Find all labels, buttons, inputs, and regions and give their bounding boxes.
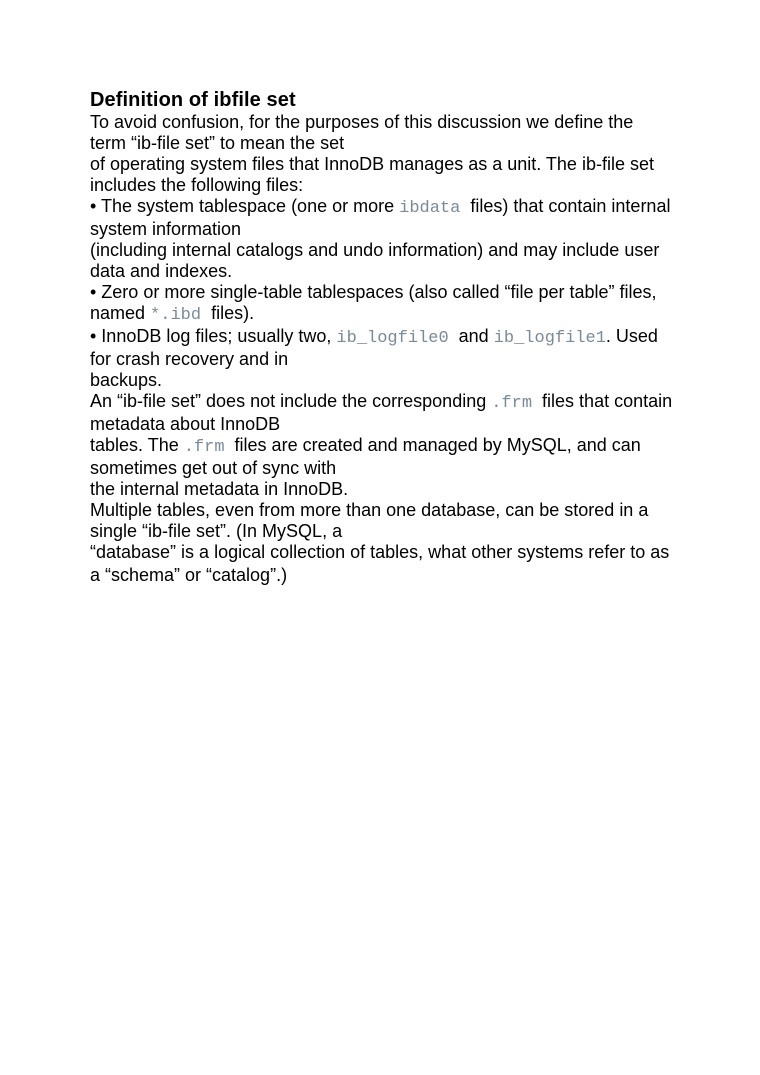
document-line (90, 391, 730, 414)
text-run: data and indexes. (90, 261, 233, 281)
text-run: • The system tablespace (one or more (90, 196, 400, 216)
document-line (90, 326, 730, 349)
document-content (90, 88, 730, 586)
inline-code: *.ibd (150, 306, 202, 325)
document-line (90, 112, 730, 133)
document-line (90, 282, 730, 303)
document-line (90, 500, 730, 521)
text-run: • InnoDB log files; usually two, (90, 326, 337, 346)
text-run: named (90, 303, 151, 323)
paragraph-lines (90, 112, 730, 586)
inline-code: .frm (183, 438, 225, 457)
text-run: sometimes get out of sync with (90, 458, 337, 478)
document-line (90, 565, 730, 586)
inline-code: .frm (491, 394, 533, 413)
document-line (90, 196, 730, 219)
document-line (90, 133, 730, 154)
text-run: metadata about InnoDB (90, 414, 281, 434)
document-line (90, 479, 730, 500)
section-heading: Definition of ibfile set (90, 89, 296, 111)
text-run: tables. The (90, 435, 184, 455)
text-run: . Used (605, 326, 658, 346)
text-run: a “schema” or “catalog”.) (90, 565, 288, 585)
inline-code: ib_logfile0 (336, 329, 449, 348)
document-line (90, 458, 730, 479)
document-line (90, 303, 730, 326)
text-run: of operating system files that InnoDB manages as a unit. The ib-file set (90, 154, 654, 174)
document-line (90, 154, 730, 175)
document-line (90, 175, 730, 196)
text-run: for crash recovery and in (90, 349, 289, 369)
text-run: system information (90, 219, 242, 239)
text-run: backups. (90, 370, 163, 390)
inline-code: ib_logfile1 (493, 329, 606, 348)
text-run: single “ib-file set”. (In MySQL, a (90, 521, 343, 541)
text-run: includes the following files: (90, 175, 304, 195)
text-run: Multiple tables, even from more than one database, can be stored in a (90, 500, 649, 520)
document-line (90, 521, 730, 542)
text-run: term “ib-file set” to mean the set (90, 133, 345, 153)
text-run: “database” is a logical collection of tables, what other systems refer to as (90, 542, 670, 562)
text-run: and (448, 326, 494, 346)
document-line (90, 542, 730, 563)
text-run: (including internal catalogs and undo information) and may include user (90, 240, 660, 260)
document-line (90, 414, 730, 435)
text-run: To avoid confusion, for the purposes of this discussion we define the (90, 112, 634, 132)
document-line (90, 240, 730, 261)
inline-code: ibdata (399, 199, 461, 218)
document-line (90, 349, 730, 370)
document-line (90, 219, 730, 240)
text-run: files) that contain internal (460, 196, 671, 216)
text-run: files). (201, 303, 255, 323)
text-run: files are created and managed by MySQL, and can (224, 435, 641, 455)
text-run: An “ib-file set” does not include the corresponding (90, 391, 492, 411)
text-run: • Zero or more single-table tablespaces (also called “file per table” files, (90, 282, 657, 302)
document-line (90, 261, 730, 282)
document-line (90, 370, 730, 391)
text-run: the internal metadata in InnoDB. (90, 479, 349, 499)
document-line (90, 435, 730, 458)
text-run: files that contain (532, 391, 673, 411)
